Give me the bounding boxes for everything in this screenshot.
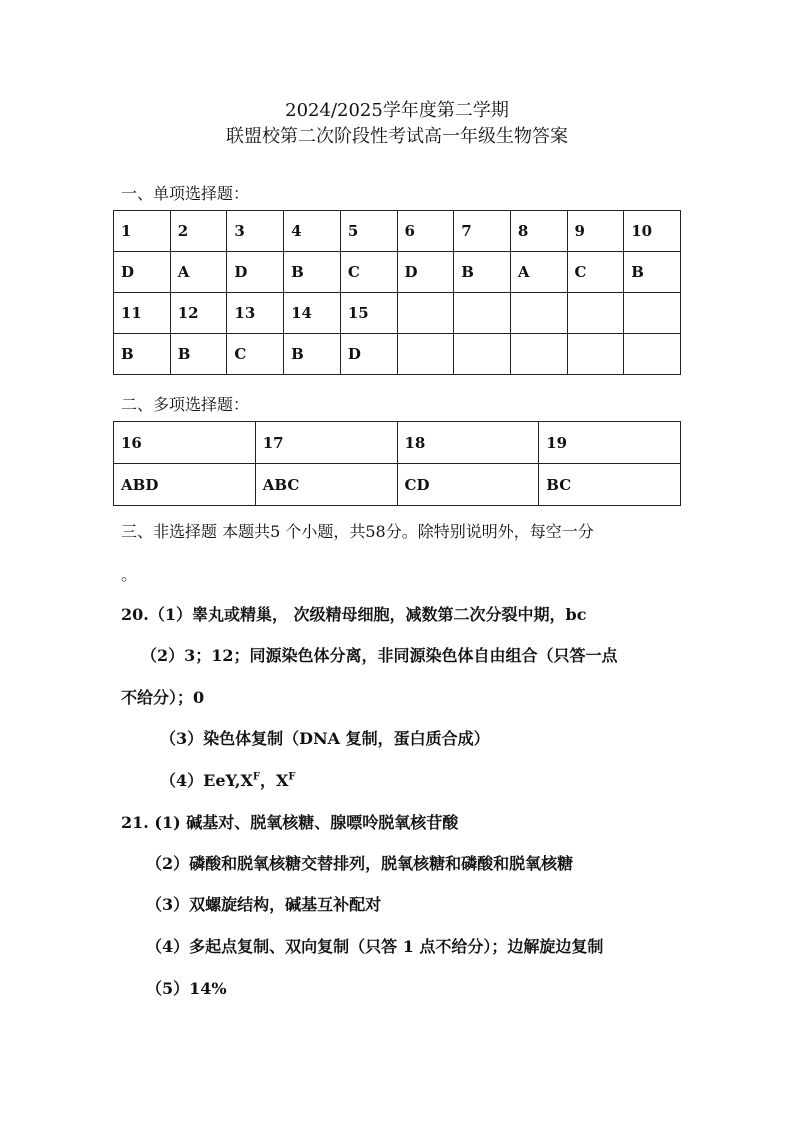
table-row — [114, 334, 681, 375]
table-cell: 6 — [397, 211, 454, 252]
q20-line-5-middle: ，X — [259, 771, 289, 790]
table-row — [114, 422, 681, 464]
table-cell: 7 — [454, 211, 511, 252]
table-cell: C — [567, 252, 624, 293]
q20-line-2: （2）3；12；同源染色体分离，非同源染色体自由组合（只答一点 — [141, 646, 618, 665]
table-cell: 2 — [170, 211, 227, 252]
q21-line-4: （4）多起点复制、双向复制（只答 1 点不给分）；边解旋边复制 — [146, 937, 604, 956]
table-cell: B — [170, 334, 227, 375]
table-cell: 8 — [510, 211, 567, 252]
table-cell: B — [454, 252, 511, 293]
section1-title: 一、单项选择题： — [121, 184, 250, 203]
table-cell — [510, 334, 567, 375]
table-cell: 16 — [114, 422, 256, 464]
table-cell: 10 — [624, 211, 681, 252]
table-cell — [624, 293, 681, 334]
table-cell: 9 — [567, 211, 624, 252]
table-cell: D — [114, 252, 171, 293]
table-cell: D — [227, 252, 284, 293]
single-choice-table — [113, 210, 681, 375]
table-cell — [397, 334, 454, 375]
table-cell — [510, 293, 567, 334]
q21-line-2: （2）磷酸和脱氧核糖交替排列，脱氧核糖和磷酸和脱氧核糖 — [146, 854, 574, 873]
q20-line-5 — [160, 768, 296, 791]
table-cell: B — [624, 252, 681, 293]
table-row — [114, 293, 681, 334]
table-cell: C — [340, 252, 397, 293]
table-cell: B — [284, 252, 341, 293]
table-cell: A — [510, 252, 567, 293]
table-cell: C — [227, 334, 284, 375]
table-cell: 1 — [114, 211, 171, 252]
table-row — [114, 252, 681, 293]
table-cell: B — [284, 334, 341, 375]
q20-line-4: （3）染色体复制（DNA 复制，蛋白质合成） — [160, 729, 490, 748]
table-cell — [454, 334, 511, 375]
table-cell — [567, 293, 624, 334]
table-cell: ABD — [114, 464, 256, 506]
section3-intro-line-2: 。 — [121, 565, 138, 584]
header-line-2: 联盟校第二次阶段性考试高一年级生物答案 — [226, 126, 568, 147]
table-cell: A — [170, 252, 227, 293]
q20-line-1: 20.（1）睾丸或精巢， 次级精母细胞，减数第二次分裂中期，bc — [121, 605, 587, 624]
q20-line-3: 不给分）；0 — [121, 688, 205, 707]
table-cell — [567, 334, 624, 375]
table-cell: CD — [397, 464, 539, 506]
q21-line-1: 21. (1) 碱基对、脱氧核糖、腺嘌呤脱氧核苷酸 — [121, 813, 459, 832]
table-cell — [454, 293, 511, 334]
table-cell: 17 — [255, 422, 397, 464]
table-cell: BC — [539, 464, 681, 506]
table-cell: 13 — [227, 293, 284, 334]
table-cell: 4 — [284, 211, 341, 252]
q20-line-5-superscript: F — [252, 771, 260, 783]
table-cell — [397, 293, 454, 334]
table-cell: 14 — [284, 293, 341, 334]
table-cell: 12 — [170, 293, 227, 334]
q20-line-5-prefix: （4）EeY,X — [160, 771, 253, 790]
table-cell: 11 — [114, 293, 171, 334]
table-cell: D — [340, 334, 397, 375]
table-cell: ABC — [255, 464, 397, 506]
table-cell — [624, 334, 681, 375]
header-line-1: 2024/2025学年度第二学期 — [285, 100, 509, 121]
table-cell: 15 — [340, 293, 397, 334]
table-row — [114, 211, 681, 252]
section2-title: 二、多项选择题： — [121, 395, 250, 414]
q20-line-5-superscript: F — [288, 771, 296, 783]
section3-intro-line-1: 三、非选择题 本题共5 个小题，共58分。除特别说明外，每空一分 — [121, 522, 594, 541]
table-cell: B — [114, 334, 171, 375]
table-cell: D — [397, 252, 454, 293]
table-row — [114, 464, 681, 506]
table-cell: 3 — [227, 211, 284, 252]
q21-line-5: （5）14% — [146, 979, 227, 998]
table-cell: 5 — [340, 211, 397, 252]
table-cell: 18 — [397, 422, 539, 464]
multi-choice-table — [113, 421, 681, 506]
table-cell: 19 — [539, 422, 681, 464]
q21-line-3: （3）双螺旋结构，碱基互补配对 — [146, 895, 382, 914]
